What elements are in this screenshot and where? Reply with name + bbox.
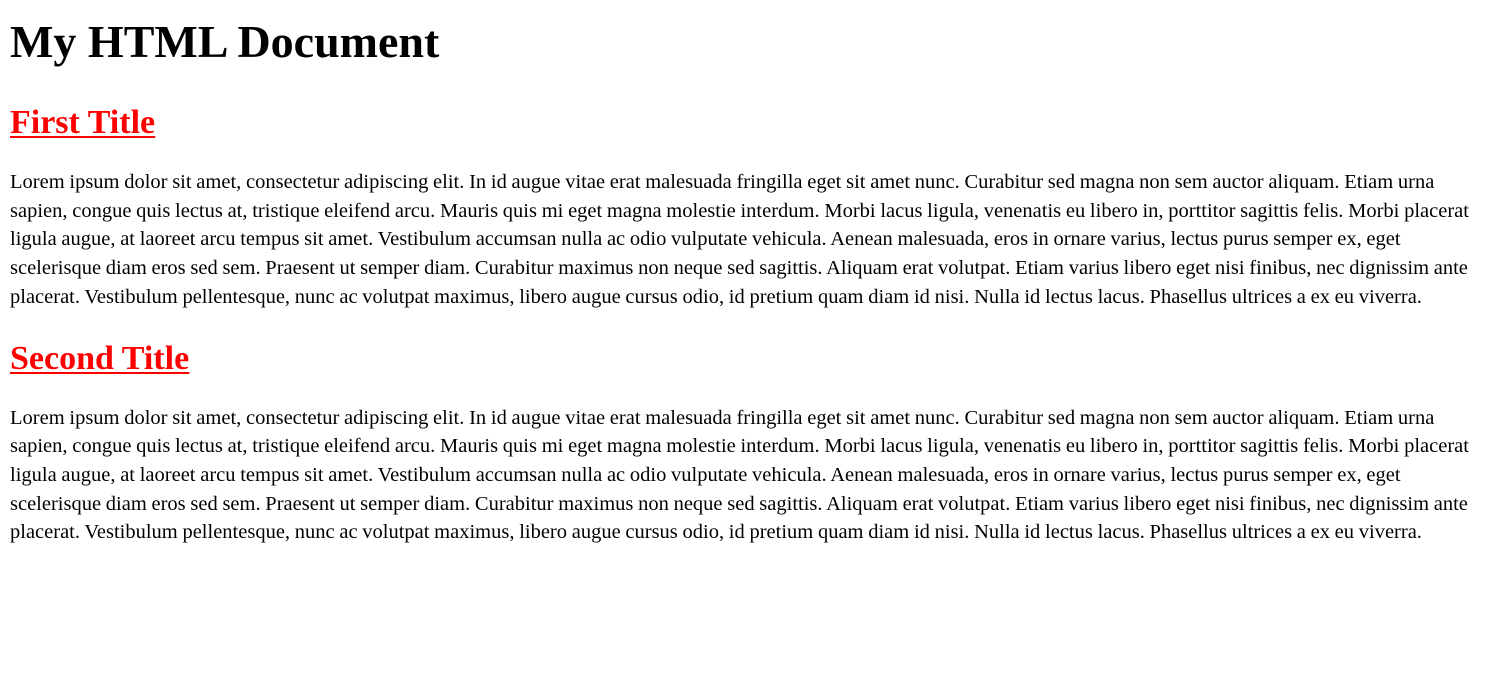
section-title-second-link[interactable]: Second Title xyxy=(10,339,190,377)
section-title-first-link[interactable]: First Title xyxy=(10,104,156,141)
section-title-second[interactable] xyxy=(10,339,1490,377)
page-title: My HTML Document xyxy=(10,16,440,67)
section-title-first[interactable] xyxy=(10,106,1490,140)
section-body-first: Lorem ipsum dolor sit amet, consectetur adipiscing elit. In id augue vitae erat malesuada fringilla eget sit amet nunc. Curabitur sed magna non sem auctor aliquam. Etiam urna sapien, congue quis lectus at, tristique eleifend arcu. Mauris quis mi eget magna molestie interdum. Morbi lacus ligula, venenatis eu libero in, porttitor sagittis felis. Morbi placerat ligula augue, at laoreet arcu tempus sit amet. Vestibulum accumsan nulla ac odio vulputate vehicula. Aenean malesuada, eros in ornare varius, lectus purus semper ex, eget scelerisque diam eros sed sem. Praesent ut semper diam. Curabitur maximus non neque sed sagittis. Aliquam erat volutpat. Etiam varius libero eget nisi finibus, nec dignissim ante placerat. Vestibulum pellentesque, nunc ac volutpat maximus, libero augue cursus odio, id pretium quam diam id nisi. Nulla id lectus lacus. Phasellus ultrices a ex eu viverra. xyxy=(10,171,1469,308)
section-body-second: Lorem ipsum dolor sit amet, consectetur adipiscing elit. In id augue vitae erat malesuada fringilla eget sit amet nunc. Curabitur sed magna non sem auctor aliquam. Etiam urna sapien, congue quis lectus at, tristique eleifend arcu. Mauris quis mi eget magna molestie interdum. Morbi lacus ligula, venenatis eu libero in, porttitor sagittis felis. Morbi placerat ligula augue, at laoreet arcu tempus sit amet. Vestibulum accumsan nulla ac odio vulputate vehicula. Aenean malesuada, eros in ornare varius, lectus purus semper ex, eget scelerisque diam eros sed sem. Praesent ut semper diam. Curabitur maximus non neque sed sagittis. Aliquam erat volutpat. Etiam varius libero eget nisi finibus, nec dignissim ante placerat. Vestibulum pellentesque, nunc ac volutpat maximus, libero augue cursus odio, id pretium quam diam id nisi. Nulla id lectus lacus. Phasellus ultrices a ex eu viverra. xyxy=(10,406,1469,544)
section-first xyxy=(10,106,1490,312)
section-second xyxy=(10,339,1490,548)
